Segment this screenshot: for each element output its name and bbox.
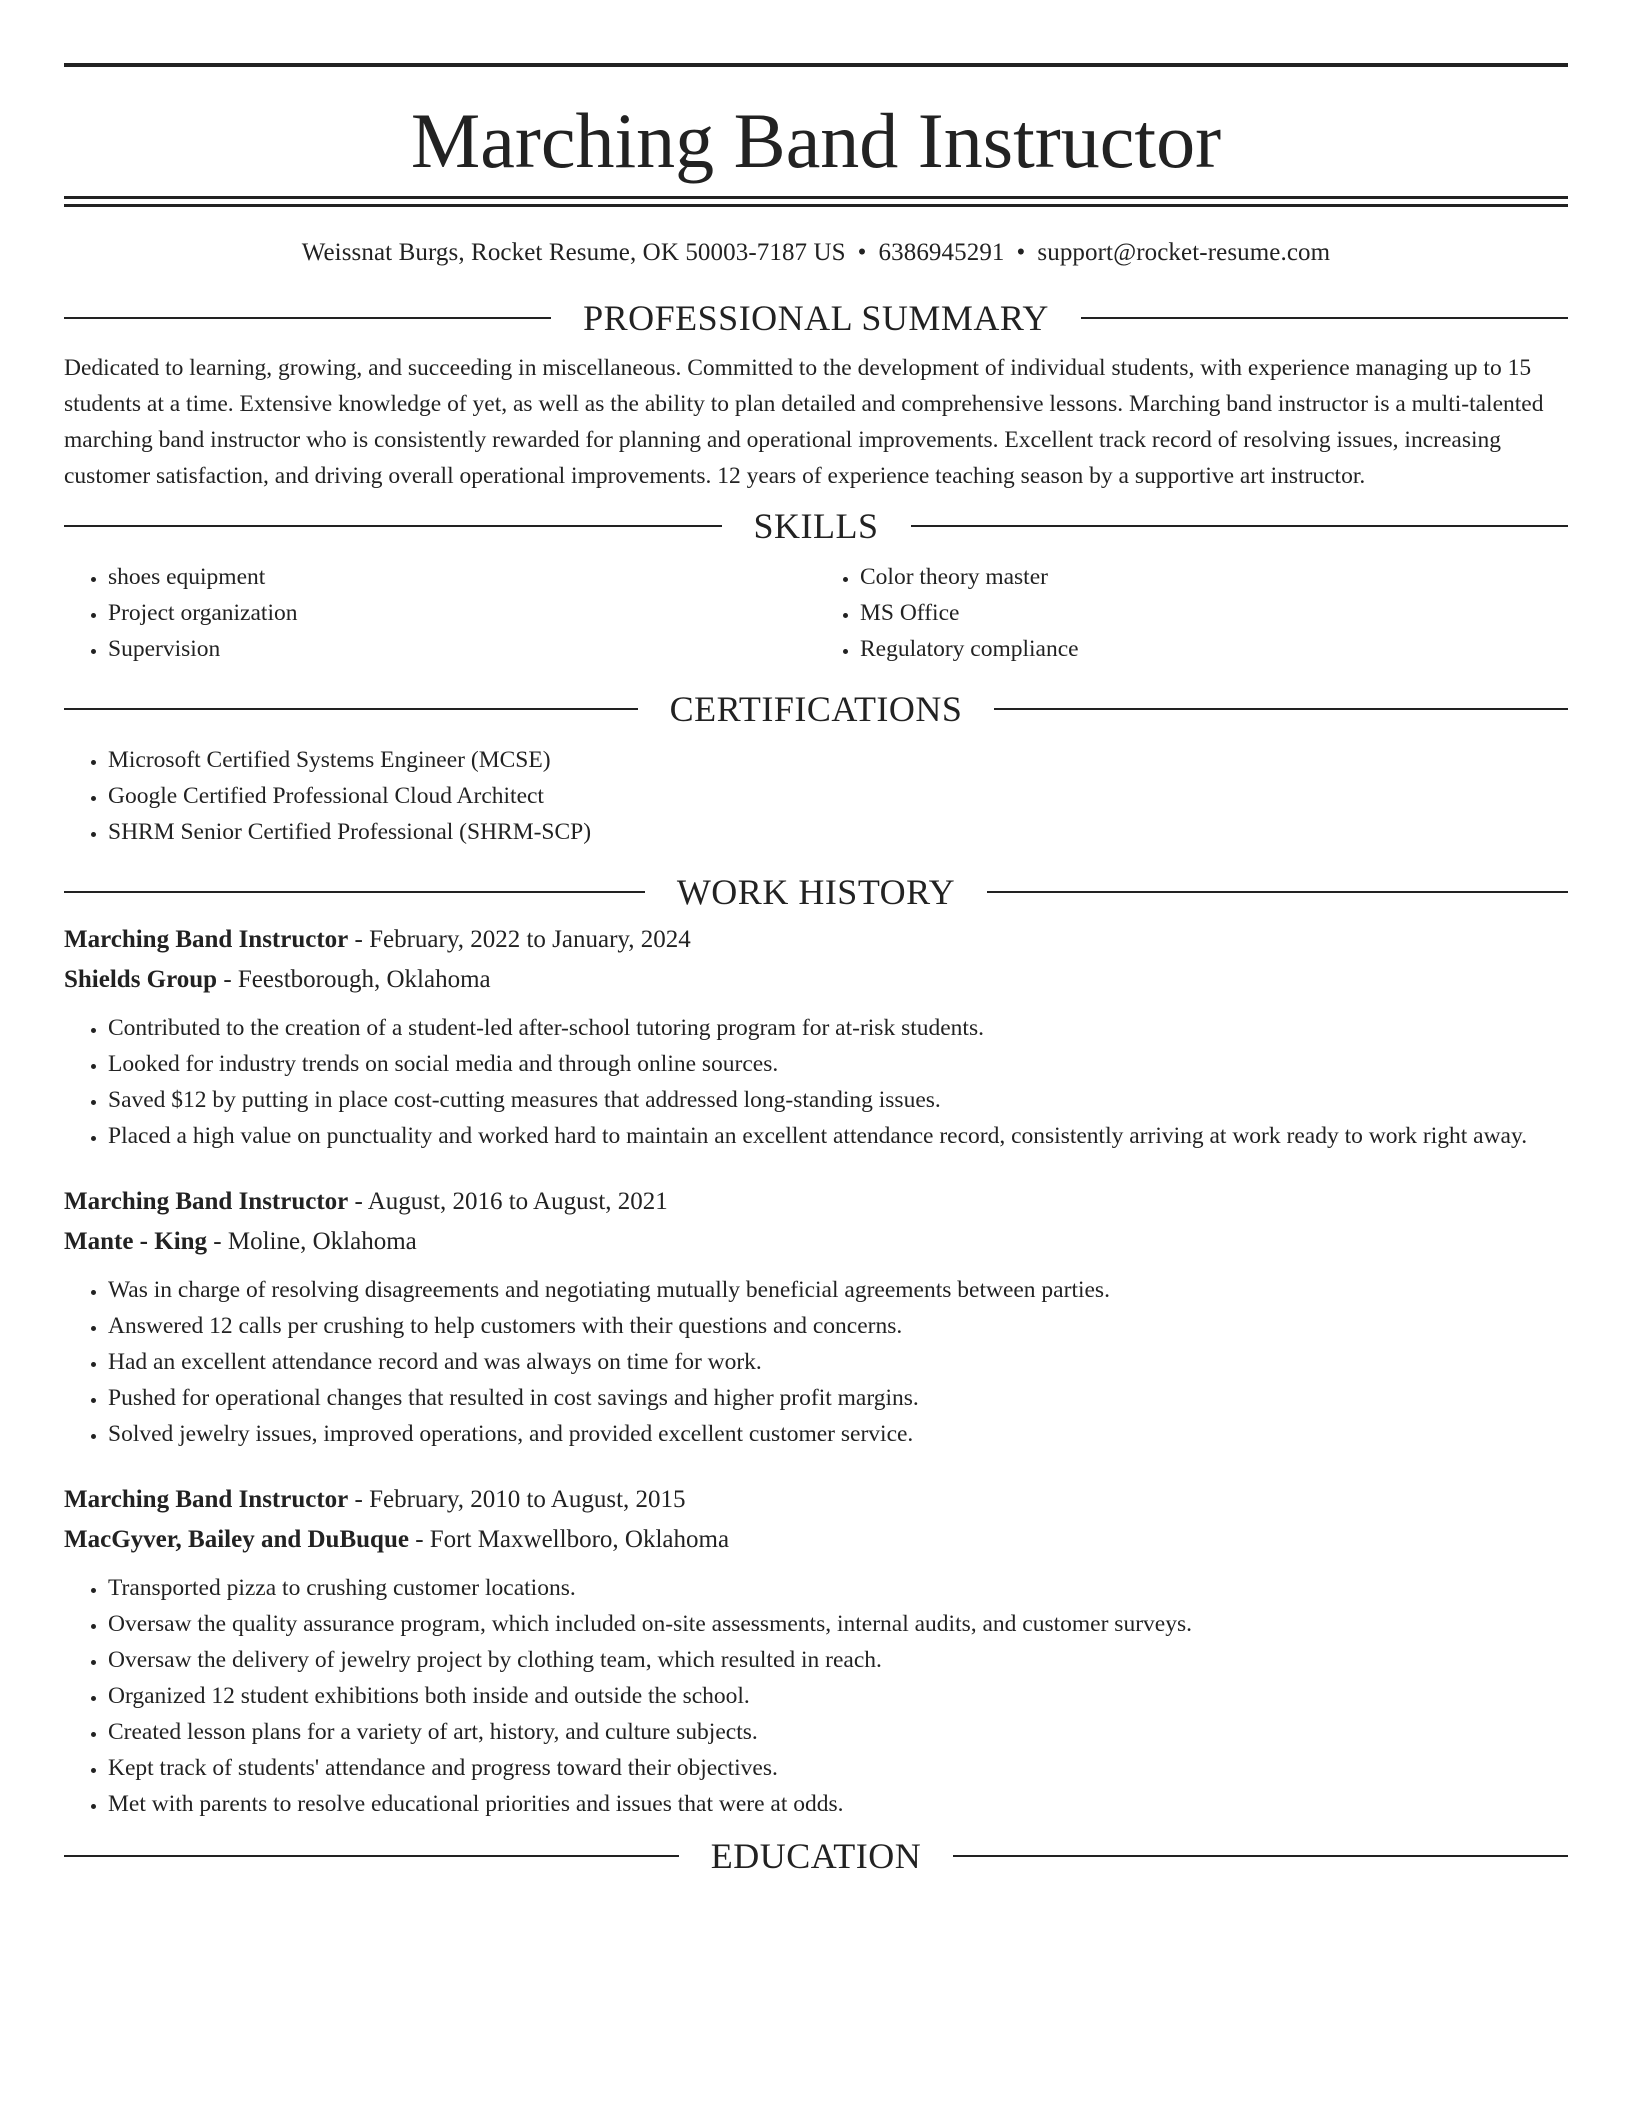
top-rule [64, 63, 1568, 67]
job-location: Feestborough, Oklahoma [237, 966, 491, 993]
job-bullet: • Looked for industry trends on social media and through online sources. [108, 1046, 1568, 1082]
contact-email[interactable]: support@rocket-resume.com [1037, 239, 1331, 266]
heading-rule [64, 525, 722, 527]
heading-rule [64, 891, 645, 893]
job-bullet: • Had an excellent attendance record and was always on time for work. [108, 1344, 1568, 1380]
job-title: Marching Band Instructor [64, 1188, 349, 1215]
job-bullet: • Organized 12 student exhibitions both inside and outside the school. [108, 1678, 1568, 1714]
heading-rule [1081, 317, 1568, 319]
certifications-list [64, 742, 1568, 850]
job-location: Moline, Oklahoma [227, 1228, 417, 1255]
job-title: Marching Band Instructor [64, 1486, 349, 1513]
job-title-line [64, 920, 1568, 960]
section-heading-skills [64, 506, 1568, 546]
skills-list-right [816, 559, 1568, 667]
job-dash: - [348, 926, 370, 953]
job-company: MacGyver, Bailey and DuBuque [64, 1526, 409, 1553]
job-entry [64, 920, 1568, 1154]
job-company: Shields Group [64, 966, 218, 993]
skill-item: • Project organization [108, 595, 816, 631]
job-entry [64, 1182, 1568, 1452]
certification-item: • Google Certified Professional Cloud Architect [108, 778, 1568, 814]
job-bullet: • Answered 12 calls per crushing to help customers with their questions and concerns. [108, 1308, 1568, 1344]
job-dates: February, 2010 to August, 2015 [369, 1486, 686, 1513]
section-title: PROFESSIONAL SUMMARY [583, 298, 1049, 338]
heading-rule [911, 525, 1569, 527]
job-bullet: • Saved $12 by putting in place cost-cutting measures that addressed long-standing issues. [108, 1082, 1568, 1118]
job-dash: - [217, 966, 238, 993]
job-bullets [64, 1010, 1568, 1154]
heading-rule [64, 708, 638, 710]
certification-item: • Microsoft Certified Systems Engineer (MCSE) [108, 742, 1568, 778]
contact-separator: • [857, 239, 867, 266]
summary-text: Dedicated to learning, growing, and succeeding in miscellaneous. Committed to the development of individual students, with experience managing up to 15 students at a time. Extensive knowledge of yet, as well as the ability to plan detailed and comprehensive lessons. Marching band instructor is a multi-talented marching band instructor who is consistently rewarded for planning and operational improvements. Excellent track record of resolving issues, increasing customer satisfaction, and driving overall operational improvements. 12 years of experience teaching season by a supportive art instructor. [64, 355, 1544, 489]
contact-phone: 6386945291 [878, 239, 1005, 266]
contact-address: Weissnat Burgs, Rocket Resume, OK 50003-7187 US [301, 239, 846, 266]
job-title-line [64, 1480, 1568, 1520]
job-bullet: • Met with parents to resolve educational priorities and issues that were at odds. [108, 1786, 1568, 1822]
title-double-rule [64, 196, 1568, 207]
job-bullet: • Pushed for operational changes that resulted in cost savings and higher profit margins. [108, 1380, 1568, 1416]
job-bullet: • Oversaw the delivery of jewelry project by clothing team, which resulted in reach. [108, 1642, 1568, 1678]
job-entry [64, 1480, 1568, 1822]
section-title: SKILLS [753, 506, 879, 546]
skill-item: • Supervision [108, 631, 816, 667]
job-bullet: • Created lesson plans for a variety of art, history, and culture subjects. [108, 1714, 1568, 1750]
job-title: Marching Band Instructor [64, 926, 349, 953]
job-bullet: • Contributed to the creation of a student-led after-school tutoring program for at-risk students. [108, 1010, 1568, 1046]
certification-item: • SHRM Senior Certified Professional (SHRM-SCP) [108, 814, 1568, 850]
job-title-line [64, 1182, 1568, 1222]
skill-item: • Regulatory compliance [860, 631, 1568, 667]
skills-columns [64, 559, 1568, 667]
heading-rule [994, 708, 1568, 710]
resume-page [64, 63, 1568, 1876]
heading-rule [953, 1855, 1568, 1857]
job-company: Mante - King [64, 1228, 208, 1255]
resume-title: Marching Band Instructor [410, 97, 1222, 184]
job-bullet: • Oversaw the quality assurance program, which included on-site assessments, internal audits, and customer surveys. [108, 1606, 1568, 1642]
skill-item: • shoes equipment [108, 559, 816, 595]
job-dash: - [348, 1188, 368, 1215]
contact-line [64, 238, 1568, 268]
section-title: WORK HISTORY [676, 872, 956, 912]
job-dates: August, 2016 to August, 2021 [367, 1188, 668, 1215]
section-heading-education [64, 1836, 1568, 1876]
job-dates: February, 2022 to January, 2024 [369, 926, 691, 953]
heading-rule [64, 317, 551, 319]
job-bullet: • Transported pizza to crushing customer locations. [108, 1570, 1568, 1606]
skill-item: • Color theory master [860, 559, 1568, 595]
job-dash: - [207, 1228, 228, 1255]
job-company-line [64, 960, 1568, 1000]
job-bullets [64, 1272, 1568, 1452]
job-company-line [64, 1520, 1568, 1560]
job-bullet: • Was in charge of resolving disagreements and negotiating mutually beneficial agreements between parties. [108, 1272, 1568, 1308]
job-company-line [64, 1222, 1568, 1262]
job-bullet: • Kept track of students' attendance and progress toward their objectives. [108, 1750, 1568, 1786]
skills-list-left [64, 559, 816, 667]
job-bullet: • Solved jewelry issues, improved operations, and provided excellent customer service. [108, 1416, 1568, 1452]
job-dash: - [348, 1486, 370, 1513]
section-title: CERTIFICATIONS [669, 689, 963, 729]
skill-item: • MS Office [860, 595, 1568, 631]
section-heading-summary [64, 298, 1568, 338]
job-bullet: • Placed a high value on punctuality and worked hard to maintain an excellent attendance record, consistently arriving at work ready to work right away. [108, 1118, 1568, 1154]
job-bullets [64, 1570, 1568, 1822]
job-location: Fort Maxwellboro, Oklahoma [429, 1526, 730, 1553]
contact-separator: • [1016, 239, 1026, 266]
job-dash: - [408, 1526, 430, 1553]
heading-rule [64, 1855, 679, 1857]
heading-rule [987, 891, 1568, 893]
section-heading-certifications [64, 689, 1568, 729]
section-heading-work-history [64, 872, 1568, 912]
section-title: EDUCATION [710, 1836, 922, 1876]
